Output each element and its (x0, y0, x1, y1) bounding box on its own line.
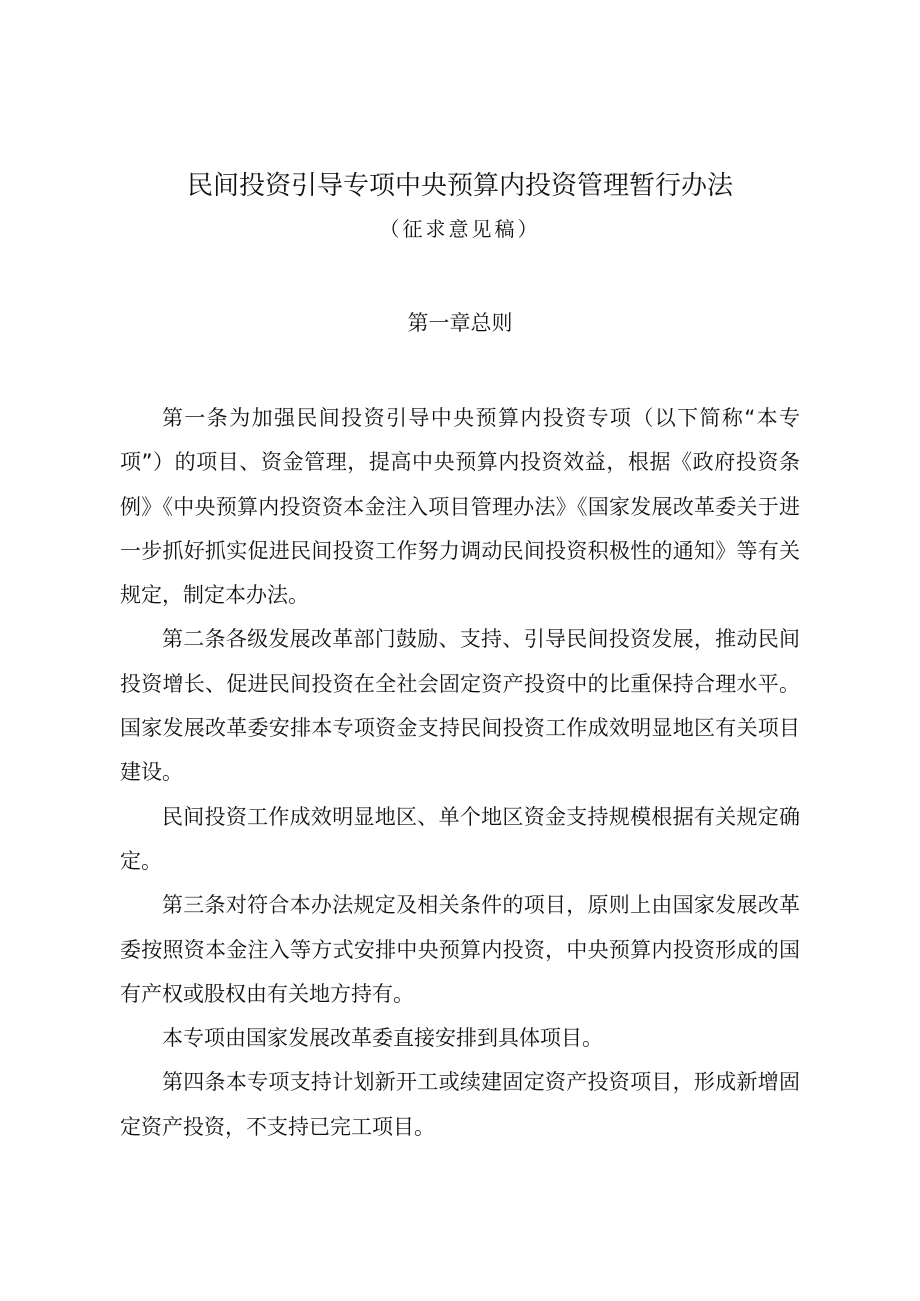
paragraph-article-1: 第一条为加强民间投资引导中央预算内投资专项（以下简称“本专项”）的项目、资金管理，提高中央预算内投资效益，根据《政府投资条例》《中央预算内投资资本金注入项目管理办法》《国家发展改革委关于进一步抓好抓实促进民间投资工作努力调动民间投资积极性的通知》等有关规定，制定本办法。 (120, 406, 800, 608)
document-title: 民间投资引导专项中央预算内投资管理暂行办法 (186, 171, 733, 201)
paragraph-article-3-note: 本专项由国家发展改革委直接安排到具体项目。 (162, 1026, 603, 1051)
document-body (120, 396, 800, 1149)
paragraph-article-2: 第二条各级发展改革部门鼓励、支持、引导民间投资发展，推动民间投资增长、促进民间投资在全社会固定资产投资中的比重保持合理水平。国家发展改革委安排本专项资金支持民间投资工作成效明显地区有关项目建设。 (120, 627, 800, 785)
document-subtitle: （征求意见稿） (379, 217, 541, 241)
chapter-heading: 第一章总则 (407, 311, 513, 335)
paragraph-article-2-note: 民间投资工作成效明显地区、单个地区资金支持规模根据有关规定确定。 (120, 804, 800, 873)
paragraph-article-4: 第四条本专项支持计划新开工或续建固定资产投资项目，形成新增固定资产投资，不支持已完工项目。 (120, 1070, 800, 1139)
paragraph-article-3: 第三条对符合本办法规定及相关条件的项目，原则上由国家发展改革委按照资本金注入等方式安排中央预算内投资，中央预算内投资形成的国有产权或股权由有关地方持有。 (120, 893, 800, 1006)
